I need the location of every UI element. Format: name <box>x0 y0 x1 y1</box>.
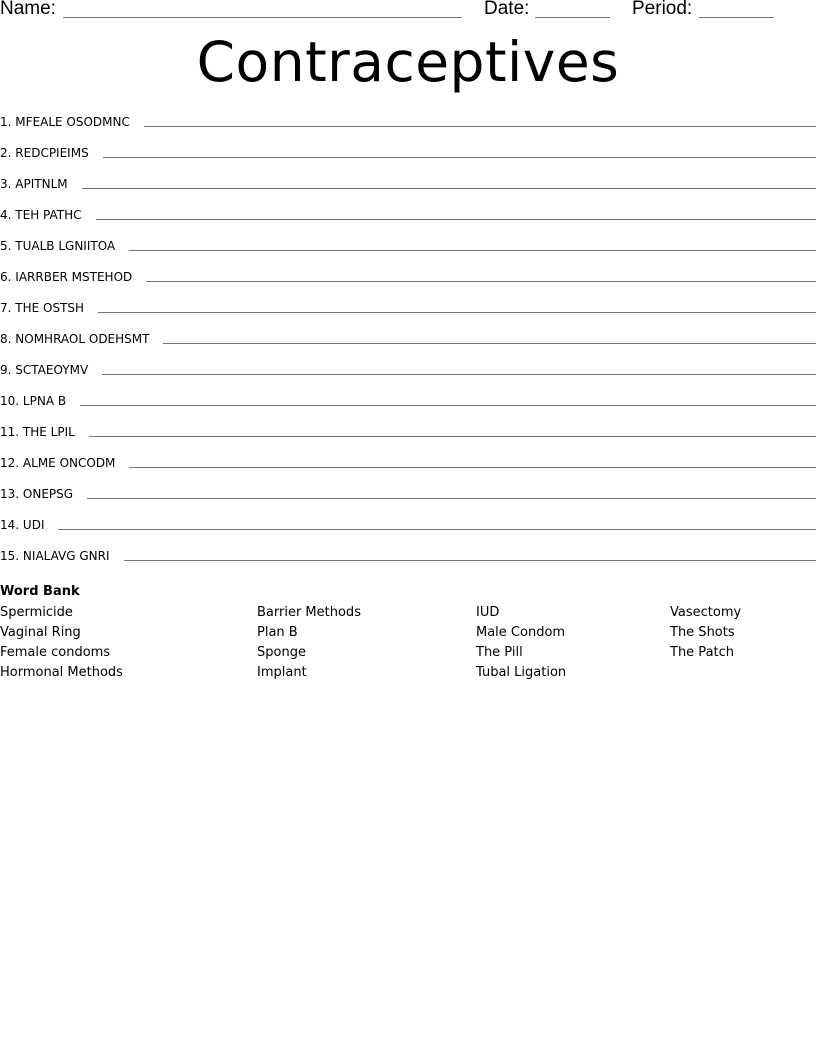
scrambled-letters: SCTAEOYMV <box>15 363 89 377</box>
word-bank-item: Implant <box>257 665 307 680</box>
word-bank-item: Tubal Ligation <box>476 665 567 680</box>
puzzle-row <box>0 517 816 537</box>
scrambled-letters: UDI <box>22 518 45 532</box>
word-bank-item: Sponge <box>257 645 306 660</box>
puzzle-row <box>0 238 816 258</box>
answer-blank[interactable] <box>124 548 816 561</box>
puzzle-row <box>0 331 816 351</box>
answer-blank[interactable] <box>98 300 816 313</box>
puzzle-number: 12. <box>0 456 20 470</box>
period-label: Period: <box>632 0 693 19</box>
puzzle-row <box>0 424 816 444</box>
puzzle-row <box>0 300 816 320</box>
puzzle-row <box>0 455 816 475</box>
answer-blank[interactable] <box>102 362 816 375</box>
date-blank[interactable] <box>535 17 610 18</box>
scrambled-letters: NOMHRAOL ODEHSMT <box>15 332 150 346</box>
puzzle-row <box>0 548 816 568</box>
puzzle-row <box>0 207 816 227</box>
puzzle-row <box>0 145 816 165</box>
scrambled-letters: ALME ONCODM <box>22 456 116 470</box>
scrambled-word <box>0 269 146 285</box>
puzzle-row <box>0 486 816 506</box>
puzzle-number: 3. <box>0 177 12 191</box>
name-blank[interactable] <box>63 17 462 18</box>
answer-blank[interactable] <box>87 486 816 499</box>
answer-blank[interactable] <box>58 517 816 530</box>
puzzle-row <box>0 269 816 289</box>
student-info-header <box>0 0 816 24</box>
word-bank-item: Vaginal Ring <box>0 625 81 640</box>
scrambled-word <box>0 393 80 409</box>
scrambled-word <box>0 238 129 254</box>
puzzle-number: 11. <box>0 425 20 439</box>
puzzle-number: 1. <box>0 115 12 129</box>
puzzle-number: 6. <box>0 270 12 284</box>
scrambled-letters: NIALAVG GNRI <box>22 549 110 563</box>
puzzle-number: 2. <box>0 146 12 160</box>
name-label: Name: <box>0 0 56 19</box>
puzzle-number: 7. <box>0 301 12 315</box>
scrambled-word <box>0 145 103 161</box>
word-bank-item: Hormonal Methods <box>0 665 123 680</box>
puzzle-row <box>0 114 816 134</box>
word-bank-item: The Pill <box>476 645 523 660</box>
word-bank-item: The Shots <box>670 625 735 640</box>
scrambled-letters: APITNLM <box>15 177 68 191</box>
scrambled-letters: ONEPSG <box>22 487 74 501</box>
word-bank-item: The Patch <box>670 645 735 660</box>
word-bank-title: Word Bank <box>0 584 80 599</box>
scrambled-letters: THE OSTSH <box>15 301 85 315</box>
puzzle-number: 15. <box>0 549 20 563</box>
scrambled-word <box>0 424 89 440</box>
scrambled-word <box>0 207 96 223</box>
answer-blank[interactable] <box>129 455 816 468</box>
answer-blank[interactable] <box>103 145 816 158</box>
puzzle-row <box>0 362 816 382</box>
answer-blank[interactable] <box>129 238 816 251</box>
scrambled-word <box>0 176 82 192</box>
period-blank[interactable] <box>699 17 774 18</box>
scrambled-letters: TEH PATHC <box>15 208 82 222</box>
puzzle-row <box>0 176 816 196</box>
puzzle-number: 8. <box>0 332 12 346</box>
scrambled-letters: REDCPIEIMS <box>15 146 89 160</box>
page-title: Contraceptives <box>196 30 620 94</box>
answer-blank[interactable] <box>146 269 816 282</box>
scrambled-word <box>0 300 98 316</box>
date-label: Date: <box>484 0 530 19</box>
word-bank-item: Vasectomy <box>670 605 742 620</box>
puzzle-number: 14. <box>0 518 20 532</box>
puzzle-row <box>0 393 816 413</box>
word-bank-item: Plan B <box>257 625 298 640</box>
scrambled-word <box>0 486 87 502</box>
puzzle-number: 10. <box>0 394 20 408</box>
puzzle-number: 13. <box>0 487 20 501</box>
word-bank-item: Female condoms <box>0 645 111 660</box>
scrambled-word <box>0 548 124 564</box>
scrambled-word <box>0 331 163 347</box>
answer-blank[interactable] <box>163 331 816 344</box>
scrambled-letters: THE LPIL <box>22 425 75 439</box>
word-bank-item: IUD <box>476 605 500 620</box>
scrambled-word <box>0 362 102 378</box>
word-bank-item: Male Condom <box>476 625 566 640</box>
puzzle-number: 9. <box>0 363 12 377</box>
answer-blank[interactable] <box>96 207 816 220</box>
word-bank-item: Barrier Methods <box>257 605 361 620</box>
puzzle-number: 5. <box>0 239 12 253</box>
word-bank-item: Spermicide <box>0 605 73 620</box>
scrambled-word <box>0 517 58 533</box>
answer-blank[interactable] <box>89 424 816 437</box>
answer-blank[interactable] <box>82 176 816 189</box>
answer-blank[interactable] <box>144 114 816 127</box>
answer-blank[interactable] <box>80 393 816 406</box>
scrambled-word <box>0 114 144 130</box>
scrambled-letters: LPNA B <box>22 394 67 408</box>
scrambled-letters: MFEALE OSODMNC <box>15 115 130 129</box>
scrambled-letters: IARRBER MSTEHOD <box>15 270 133 284</box>
scrambled-letters: TUALB LGNIITOA <box>15 239 116 253</box>
scrambled-word <box>0 455 129 471</box>
puzzle-number: 4. <box>0 208 12 222</box>
